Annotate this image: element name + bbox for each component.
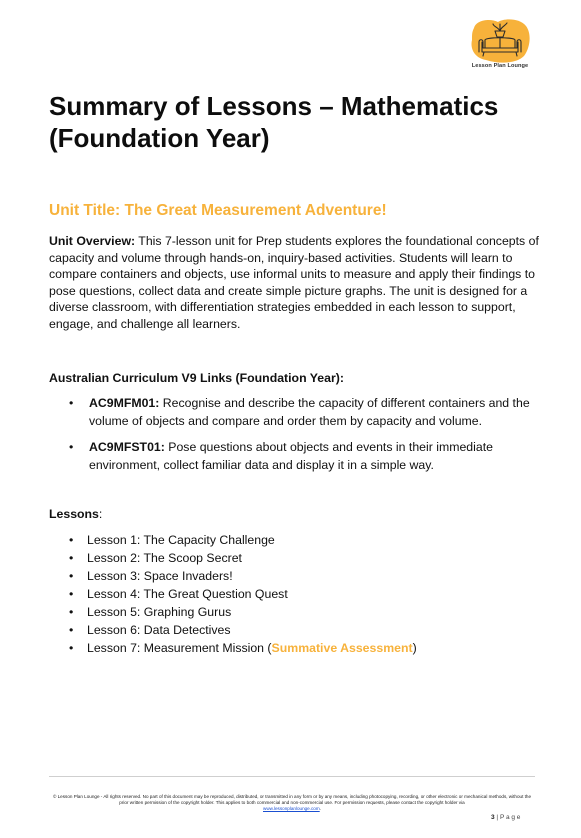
couch-with-plant-icon [468,18,532,64]
bullet-icon: • [69,533,74,547]
footer-divider [49,776,535,777]
curriculum-heading: Australian Curriculum V9 Links (Foundation Year): [49,371,344,385]
lessons-heading [49,507,102,521]
lesson-title: Lesson 4: The Great Question Quest [87,587,288,601]
list-item [49,531,529,549]
lesson-list [49,531,529,657]
overview-text: This 7-lesson unit for Prep students explores the foundational concepts of capacity and volume through hands-on, inquiry-based activities. Students will learn to compare containers and objects, use informal units to measure and apply their findings to pose questions, collect data and create simple picture graphs. The unit is designed for a diverse classroom, with differentiation strategies embedded in each lesson to support, engage, and challenge all learners. [49,234,539,331]
bullet-icon: • [69,440,74,454]
bullet-icon: • [69,623,74,637]
lesson-title-prefix: Lesson 7: Measurement Mission ( [87,641,272,655]
list-item [49,585,529,603]
page-number-separator: | [494,814,500,821]
lessons-heading-label: Lessons [49,507,99,521]
copyright-notice [49,794,535,813]
lesson-title: Lesson 5: Graphing Gurus [87,605,232,619]
summative-assessment-label: Summative Assessment [271,641,413,655]
overview-label: Unit Overview: [49,234,136,248]
lessons-heading-colon: : [98,507,103,521]
copyright-text: © Lesson Plan Lounge - All rights reserved. No part of this document may be reproduced, distributed, or transmitted in any form or by any means, including photocopying, recording, or other electronic or mechanical methods, without the prior written permission of the copyright holder. This applies to both commercial and non-commercial use. For permission requests, please contact the copyright holder via [52,794,532,806]
link-suffix: . [319,806,321,812]
lesson-title: Lesson 3: Space Invaders! [87,569,233,583]
website-link[interactable]: www.lessonplanlounge.com [263,806,320,812]
list-item [49,621,529,639]
curriculum-text: Pose questions about objects and events in their immediate environment, collect familiar data and display it in a simple way. [89,440,493,472]
lesson-title-suffix: ) [412,641,417,655]
list-item [49,549,529,567]
unit-overview [49,233,539,333]
lesson-title: Lesson 2: The Scoop Secret [87,551,242,565]
page-number-value: 3 [491,814,495,821]
lesson-title: Lesson 1: The Capacity Challenge [87,533,275,547]
curriculum-list [49,395,539,483]
unit-title: Unit Title: The Great Measurement Adventure! [49,202,387,219]
curriculum-item [49,395,539,430]
bullet-icon: • [69,551,74,565]
bullet-icon: • [69,641,74,655]
page-label: P a g e [499,814,521,821]
list-item [49,567,529,585]
list-item [49,639,529,657]
bullet-icon: • [69,569,74,583]
page-title: Summary of Lessons – Mathematics (Foundation Year) [49,91,499,153]
curriculum-item [49,439,539,474]
lesson-title: Lesson 6: Data Detectives [87,623,231,637]
curriculum-code: AC9MFST01: [89,440,165,454]
bullet-icon: • [69,587,74,601]
list-item [49,603,529,621]
page-number [491,814,520,821]
curriculum-code: AC9MFM01: [89,396,160,410]
bullet-icon: • [69,396,74,410]
logo-caption: Lesson Plan Lounge [471,63,529,69]
curriculum-text: Recognise and describe the capacity of different containers and the volume of objects and compare and order them by capacity and volume. [89,396,530,428]
bullet-icon: • [69,605,74,619]
